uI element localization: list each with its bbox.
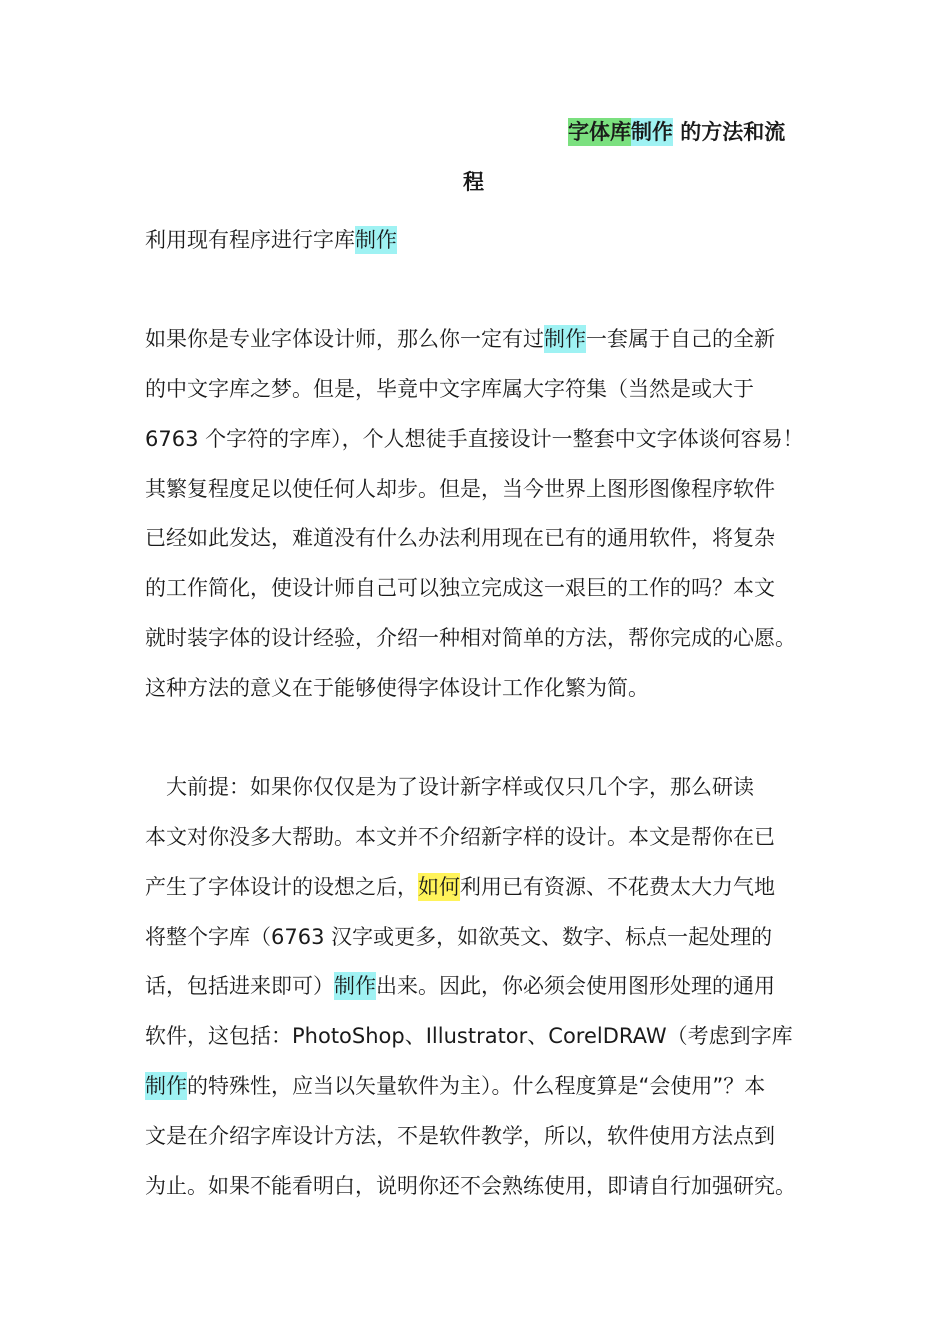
paragraph-2-line (145, 1070, 765, 1102)
paragraph-1-line: 已经如此发达，难道没有什么办法利用现在已有的通用软件，将复杂 (145, 526, 775, 550)
paragraph-2-line: 为止。如果不能看明白，说明你还不会熟练使用，即请自行加强研究。 (145, 1174, 796, 1198)
highlight-cyan: 制作 (334, 974, 376, 998)
text-run: 的特殊性，应当以矢量软件为主）。什么程度算是“会使用”？本 (187, 1074, 766, 1098)
paragraph-1-line: 6763 个字符的字库），个人想徒手直接设计一整套中文字体谈何容易！ (145, 427, 804, 451)
highlight-cyan: 制作 (631, 120, 673, 144)
paragraph-2-line (145, 871, 775, 903)
paragraph-1-line: 这种方法的意义在于能够使得字体设计工作化繁为简。 (145, 676, 649, 700)
document-title-line1 (568, 114, 785, 150)
text-run: 产生了字体设计的设想之后， (145, 875, 418, 899)
paragraph-2-line: 本文对你没多大帮助。本文并不介绍新字样的设计。本文是帮你在已 (145, 825, 775, 849)
highlight-yellow: 如何 (418, 875, 460, 899)
text-run: 一套属于自己的全新 (586, 327, 775, 351)
text-run: 出来。因此，你必须会使用图形处理的通用 (376, 974, 775, 998)
paragraph-2-line: 将整个字库（6763 汉字或更多，如欲英文、数字、标点一起处理的 (145, 925, 773, 949)
paragraph-1-line: 其繁复程度足以使任何人却步。但是，当今世界上图形图像程序软件 (145, 477, 775, 501)
paragraph-2-line: 软件，这包括：PhotoShop、Illustrator、CorelDRAW（考虑到字库 (145, 1024, 793, 1048)
highlight-green: 字体库 (568, 120, 631, 144)
paragraph-1-line (145, 323, 775, 355)
paragraph-1-line: 就时装字体的设计经验，介绍一种相对简单的方法，帮你完成的心愿。 (145, 626, 796, 650)
text-run: 话，包括进来即可） (145, 974, 334, 998)
text-run: 利用已有资源、不花费太大力气地 (460, 875, 775, 899)
document-title-line2: 程 (463, 170, 484, 194)
subtitle-text: 利用现有程序进行字库 (145, 228, 355, 252)
text-run: 如果你是专业字体设计师，那么你一定有过 (145, 327, 544, 351)
paragraph-1-line: 的中文字库之梦。但是，毕竟中文字库属大字符集（当然是或大于 (145, 377, 754, 401)
paragraph-1-line: 的工作简化，使设计师自己可以独立完成这一艰巨的工作的吗？本文 (145, 576, 775, 600)
paragraph-2-line: 文是在介绍字库设计方法，不是软件教学，所以，软件使用方法点到 (145, 1124, 775, 1148)
subtitle (145, 224, 397, 256)
highlight-cyan: 制作 (145, 1074, 187, 1098)
paragraph-2-line (145, 970, 775, 1002)
title-text: 的方法和流 (673, 120, 786, 144)
highlight-cyan: 制作 (544, 327, 586, 351)
paragraph-2-line: 大前提：如果你仅仅是为了设计新字样或仅只几个字，那么研读 (145, 775, 754, 799)
highlight-cyan: 制作 (355, 228, 397, 252)
